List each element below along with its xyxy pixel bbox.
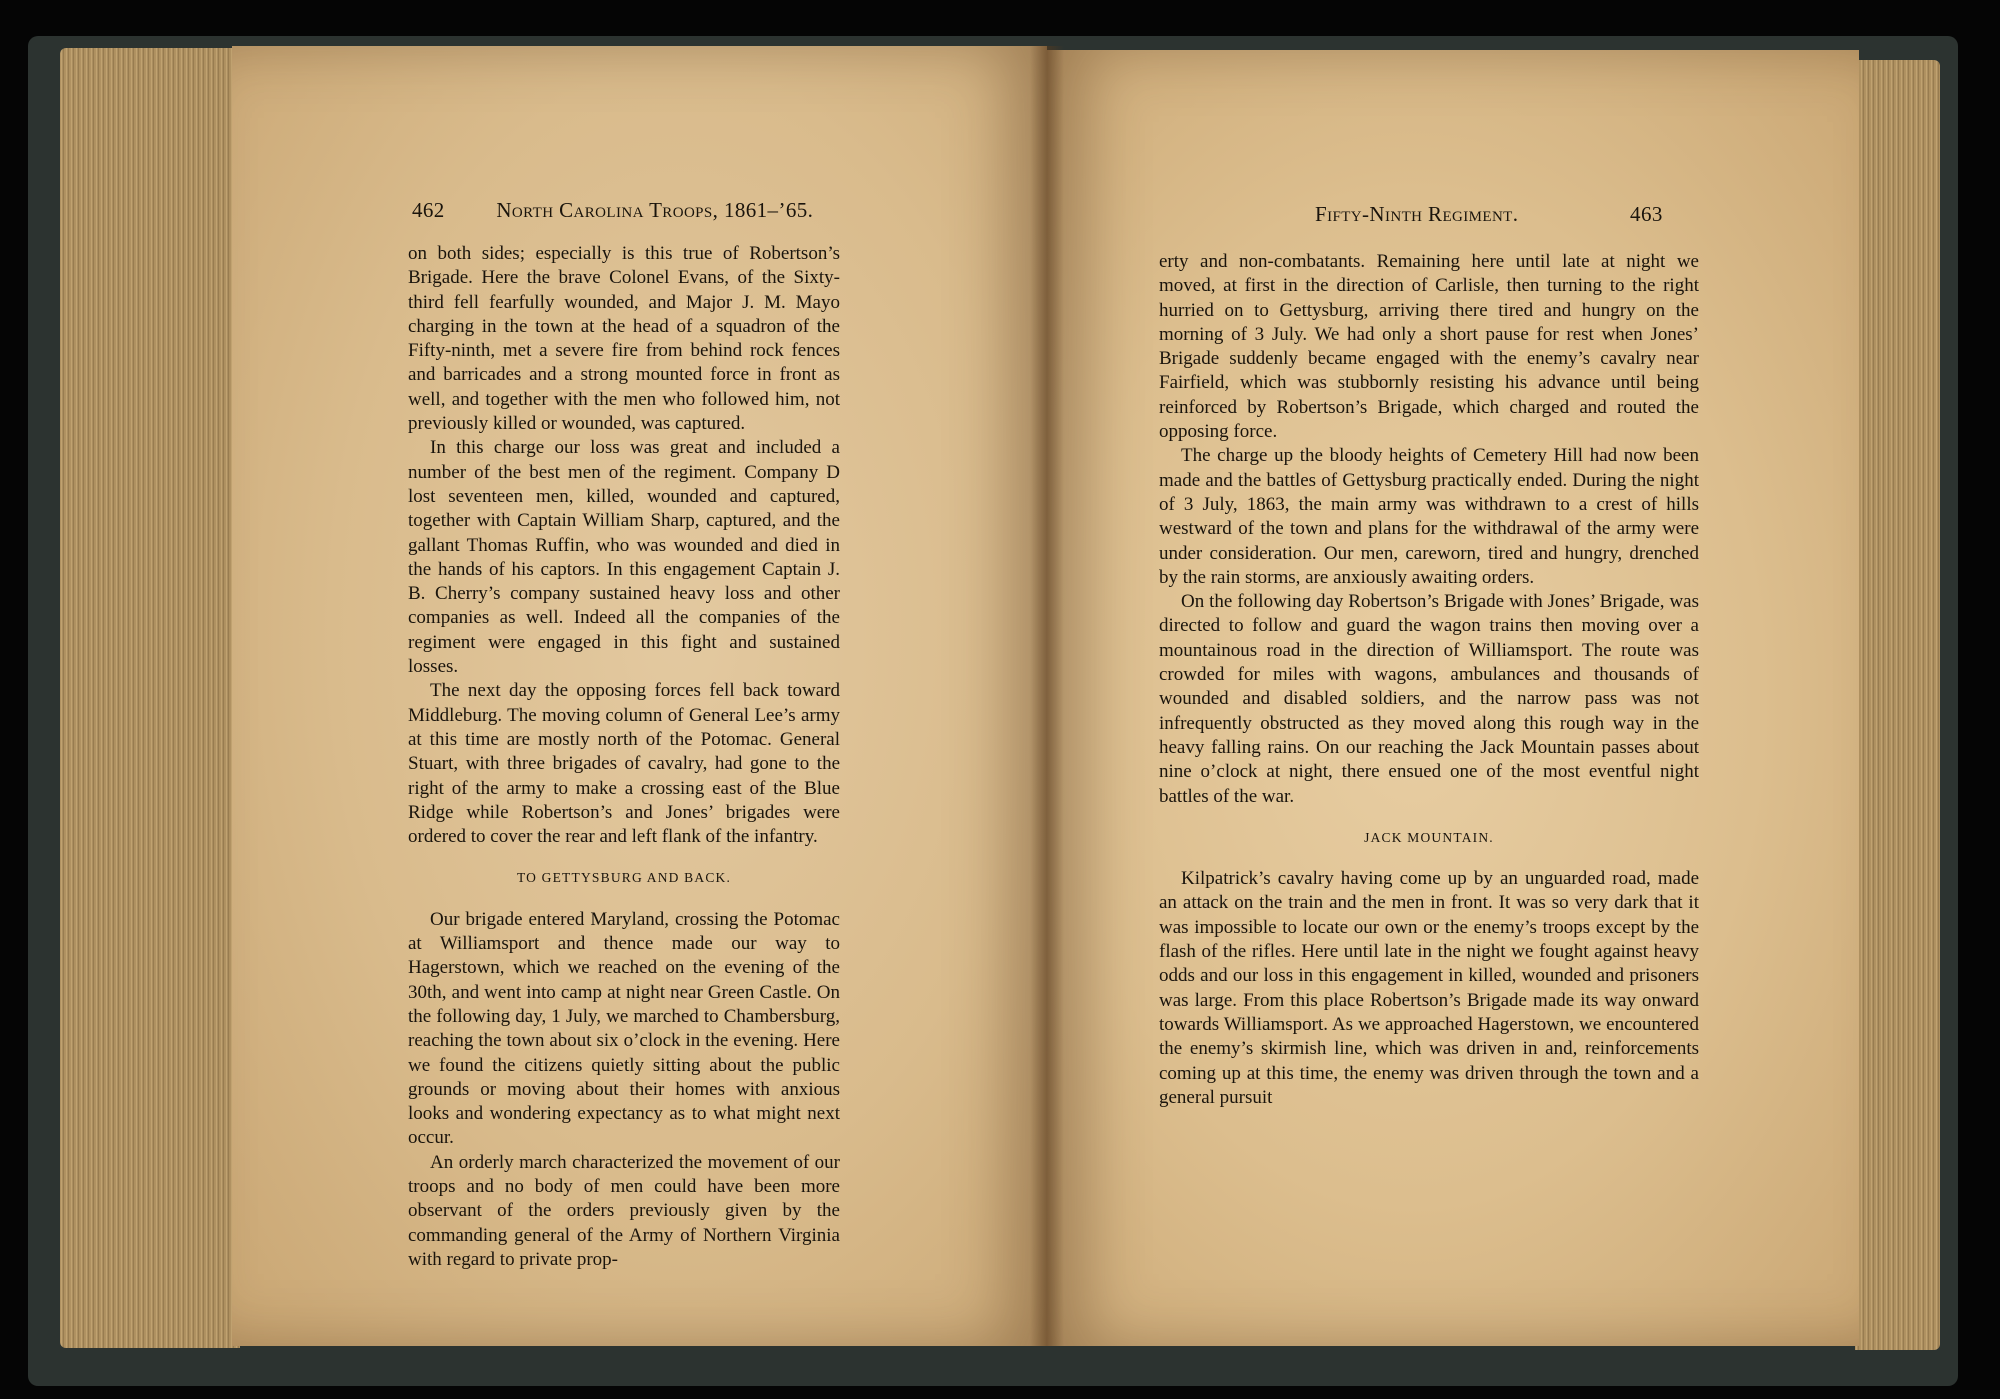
page-edges-left: [60, 48, 240, 1348]
left-page-number: 462: [412, 198, 445, 222]
paragraph: The charge up the bloody heights of Cemetery Hill had now been made and the battles of Gettysburg practically ended. During the night of 3 July, 1863, the main army was withdrawn to a crest of hills westward of the town and plans for the withdrawal of the army were under consideration. Our men, careworn, tired and hungry, drenched by the rain storms, are anxiously awaiting orders.: [1159, 445, 1699, 588]
right-running-title: Fifty-Ninth Regiment.: [1315, 202, 1519, 226]
paragraph: erty and non-combatants. Remaining here until late at night we moved, at first in the direction of Carlisle, then turning to the right hurried on to Gettysburg, arriving there tired and hungry on the morning of 3 July. We had only a short pause for rest when Jones’ Brigade suddenly became engaged with the enemy’s cavalry near Fairfield, which was stubbornly resisting his advance until being reinforced by Robertson’s Brigade, which charged and routed the opposing force.: [1159, 251, 1699, 443]
book-gutter: [1030, 46, 1064, 1346]
paragraph: on both sides; especially is this true of Robertson’s Brigade. Here the brave Colonel Evans, of the Sixty-third fell fearfully wounded, and Major J. M. Mayo charging in the town at the head of a squadron of the Fifty-ninth, met a severe fire from behind rock fences and barricades and a strong mounted force in front as well, and together with the men who followed him, not previously killed or wounded, was captured.: [408, 243, 840, 435]
left-page: [232, 46, 1047, 1346]
right-page-number: 463: [1630, 202, 1663, 226]
left-page-body: [408, 242, 840, 1272]
paragraph: Kilpatrick’s cavalry having come up by an unguarded road, made an attack on the train and the men in front. It was so very dark that it was impossible to locate our own or the enemy’s troops except by the flash of the rifles. Here until late in the night we fought against heavy odds and our loss in this engagement in killed, wounded and prisoners was large. From this place Robertson’s Brigade made its way onward towards Williamsport. As we approached Hagerstown, we encountered the enemy’s skirmish line, which was driven in and, reinforcements coming up at this time, the enemy was driven through the town and a general pursuit: [1159, 868, 1699, 1108]
section-heading: TO GETTYSBURG AND BACK.: [516, 870, 732, 886]
page-edges-right: [1855, 60, 1940, 1350]
left-page-header: [412, 198, 813, 223]
right-page-header: [1315, 202, 1663, 227]
section-heading: JACK MOUNTAIN.: [1364, 829, 1494, 845]
paragraph: The next day the opposing forces fell back toward Middleburg. The moving column of General Lee’s army at this time are mostly north of the Potomac. General Stuart, with three brigades of cavalry, had gone to the right of the army to make a crossing east of the Blue Ridge while Robertson’s and Jones’ brigades were ordered to cover the rear and left flank of the infantry.: [408, 680, 840, 848]
right-page: [1047, 50, 1859, 1346]
right-page-body: [1159, 250, 1699, 1110]
left-running-title: North Carolina Troops, 1861–’65.: [496, 198, 814, 222]
paragraph: Our brigade entered Maryland, crossing the Potomac at Williamsport and thence made our way to Hagerstown, which we reached on the evening of the 30th, and went into camp at night near Green Castle. On the following day, 1 July, we marched to Chambersburg, reaching the town about six o’clock in the evening. Here we found the citizens quietly sitting about the public grounds or moving about their homes with anxious looks and wondering expectancy as to what might next occur.: [408, 908, 840, 1149]
paragraph: On the following day Robertson’s Brigade with Jones’ Brigade, was directed to follow and guard the wagon trains then moving over a mountainous road in the direction of Williamsport. The route was crowded for miles with wagons, ambulances and thousands of wounded and disabled soldiers, and the narrow pass was not infrequently obstructed as they moved along this rough way in the heavy falling rains. On our reaching the Jack Mountain passes about nine o’clock at night, there ensued one of the most eventful night battles of the war.: [1159, 591, 1699, 807]
paragraph: An orderly march characterized the movement of our troops and no body of men could have been more observant of the orders previously given by the commanding general of the Army of Northern Virginia with regard to private prop-: [408, 1151, 840, 1270]
paragraph: In this charge our loss was great and included a number of the best men of the regiment. Company D lost seventeen men, killed, wounded and captured, together with Captain William Sharp, captured, and the gallant Thomas Ruffin, who was wounded and died in the hands of his captors. In this engagement Captain J. B. Cherry’s company sustained heavy loss and other companies as well. Indeed all the companies of the regiment were engaged in this fight and sustained losses.: [408, 437, 840, 678]
